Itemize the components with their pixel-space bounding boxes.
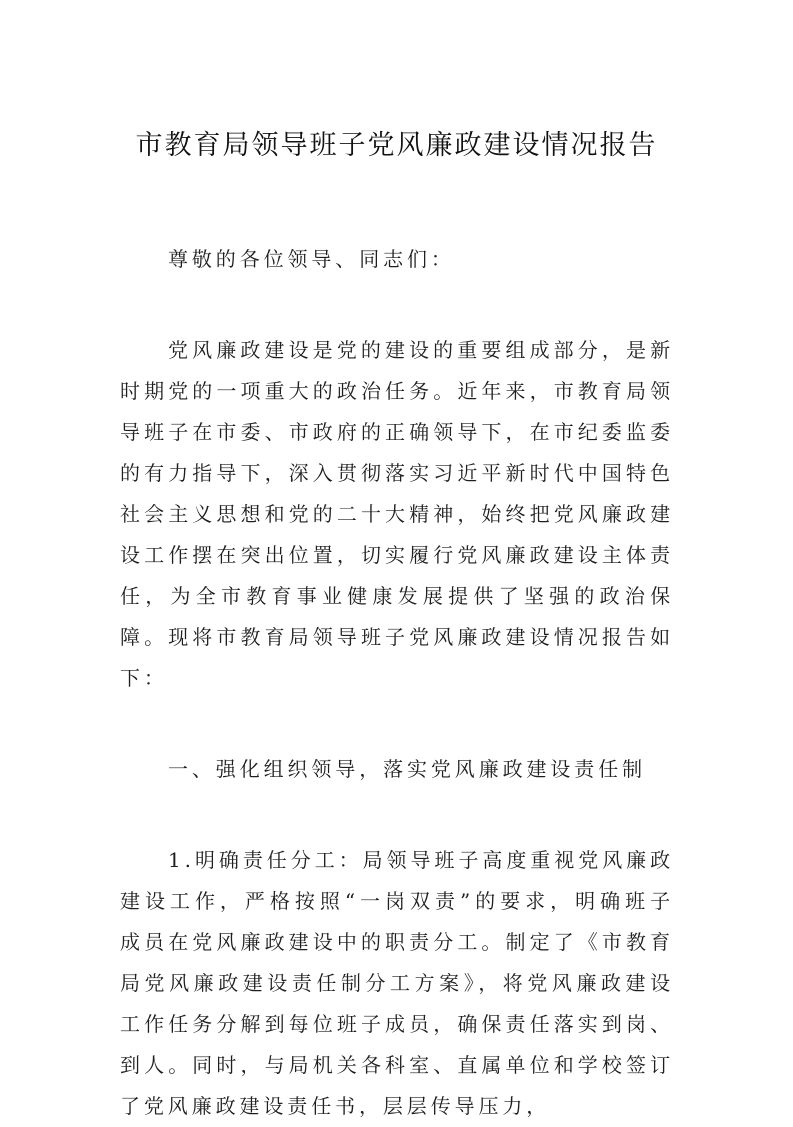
salutation: 尊敬的各位领导、同志们： — [168, 247, 455, 271]
spacer — [120, 280, 674, 330]
intro-paragraph: 党风廉政建设是党的建设的重要组成部分，是新时期党的一项重大的政治任务。近年来，市教育局领导班子在市委、市政府的正确领导下，在市纪委监委的有力指导下，深入贯彻落实习近平新时代中国特色社会主义思想和党的二十大精神，始终把党风廉政建设工作摆在突出位置，切实履行党风廉政建设主体责任，为全市教育事业健康发展提供了坚强的政治保障。现将市教育局领导班子党风廉政建设情况报告如下： — [120, 338, 674, 690]
item-text: 明确责任分工：局领导班子高度重视党风廉政建设工作，严格按照“一岗双责”的要求，明确班子成员在党风廉政建设中的职责分工。制定了《市教育局党风廉政建设责任制分工方案》，将党风廉政建设工作任务分解到每位班子成员，确保责任落实到岗、到人。同时，与局机关各科室、直属单位和学校签订了党风廉政建设责任书，层层传导压力， — [120, 848, 674, 1118]
spacer — [120, 699, 674, 749]
document-body — [120, 239, 674, 1127]
item-number: 1. — [168, 848, 195, 872]
list-item — [120, 840, 674, 1127]
document-title: 市教育局领导班子党风廉政建设情况报告 — [135, 130, 658, 161]
section-heading: 一、强化组织领导，落实党风廉政建设责任制 — [168, 757, 646, 781]
spacer — [120, 790, 674, 840]
